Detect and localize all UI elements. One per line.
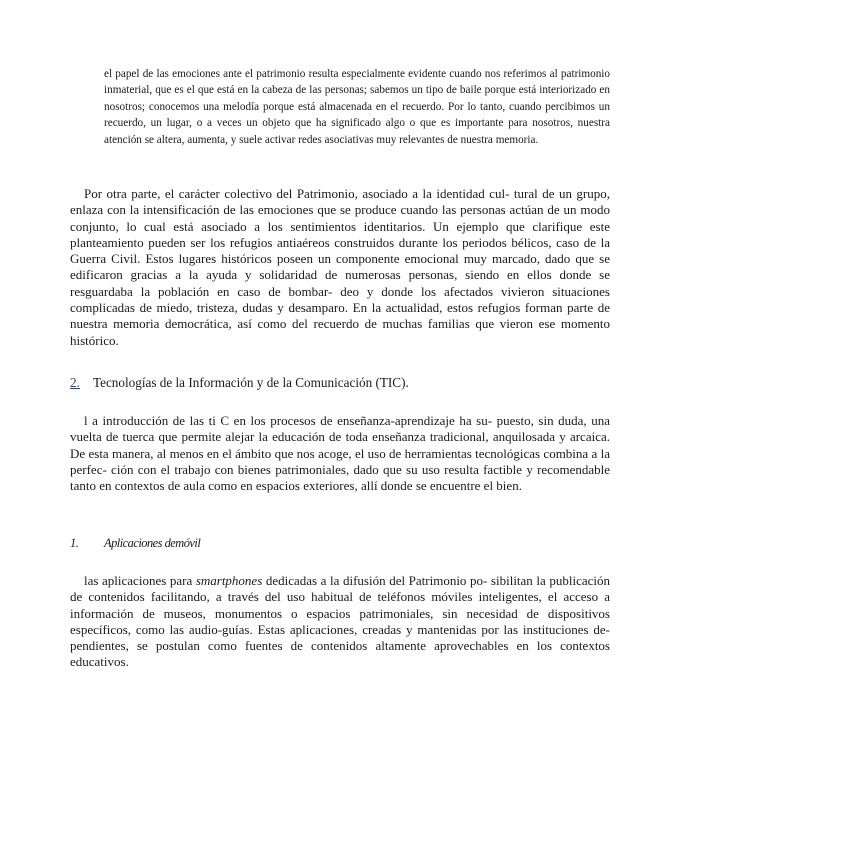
paragraph-text-end: dedicadas a la difusión del Patrimonio po- sibilitan la publicación de contenidos facilitando, a través del uso habitual de teléfonos móviles inteligentes, el acceso a información de museos, monumentos o espacios patrimoniales, sin necesidad de dispositivos específicos, como las audio-guías. Estas aplicaciones, creadas y mantenidas por las instituciones de- pendientes, se postulan como fuentes de contenidos altamente aprovechables en los contextos educativos. bbox=[70, 573, 611, 670]
paragraph-collective-heritage: Por otra parte, el carácter colectivo del Patrimonio, asociado a la identidad cul- tural de un grupo, enlaza con la intensificación de las emociones que se produce cuando las personas actúan de un modo conjunto, lo cual está asociado a los sentimientos identitarios. Un ejemplo que clarifique este planteamiento pueden ser los refugios antiaéreos construidos durante los periodos bélicos, caso de la Guerra Civil. Estos lugares históricos poseen un componente emocional muy marcado, dado que se edificaron gracias a la ayuda y solidaridad de numerosas personas, siendo en ellos donde se resguardaba la población en caso de bombar- deo y donde los afectados vivieron situaciones complicadas de miedo, tristeza, dudas y desamparo. En la actualidad, estos refugios forman parte de nuestra memoria democrática, así como del recuerdo de muchas familias que vieron ese momento histórico. bbox=[70, 186, 610, 348]
smartphones-term: smartphones bbox=[195, 573, 263, 588]
section-heading-tic bbox=[70, 375, 409, 391]
paragraph-mobile-apps bbox=[70, 573, 610, 671]
paragraph-text-start: las aplicaciones para bbox=[84, 573, 196, 588]
paragraph-tic-intro: l a introducción de las ti C en los procesos de enseñanza-aprendizaje ha su- puesto, sin duda, una vuelta de tuerca que permite alejar la educación de toda enseñanza tradicional, anquilosada y arcaica. De esta manera, al menos en el ámbito que nos acoge, el uso de herramientas tecnológicas combina a la perfec- ción con el trabajo con bienes patrimoniales, dado que su uso resulta factible y recomendable tanto en contextos de aula como en espacios exteriores, allí donde se encuentre el bien. bbox=[70, 413, 610, 494]
subsection-heading-apps bbox=[70, 536, 200, 551]
section-number-link[interactable]: 2. bbox=[70, 375, 80, 390]
subsection-title: Aplicaciones demóvil bbox=[104, 536, 201, 550]
subsection-number: 1. bbox=[70, 536, 79, 550]
section-title: Tecnologías de la Información y de la Comunicación (TIC). bbox=[92, 375, 409, 390]
block-quote: el papel de las emociones ante el patrimonio resulta especialmente evidente cuando nos referimos al patrimonio inmaterial, que es el que está en la cabeza de las personas; sabemos un tipo de baile porque está interiorizado en nosotros; conocemos una melodía porque está almacenada en el recuerdo. Por lo tanto, cuando percibimos un recuerdo, un lugar, o a veces un objeto que ha significado algo o que es importante para nosotros, nuestra atención se altera, aumenta, y suele activar redes asociativas muy relevantes de nuestra memoria. bbox=[104, 68, 610, 146]
